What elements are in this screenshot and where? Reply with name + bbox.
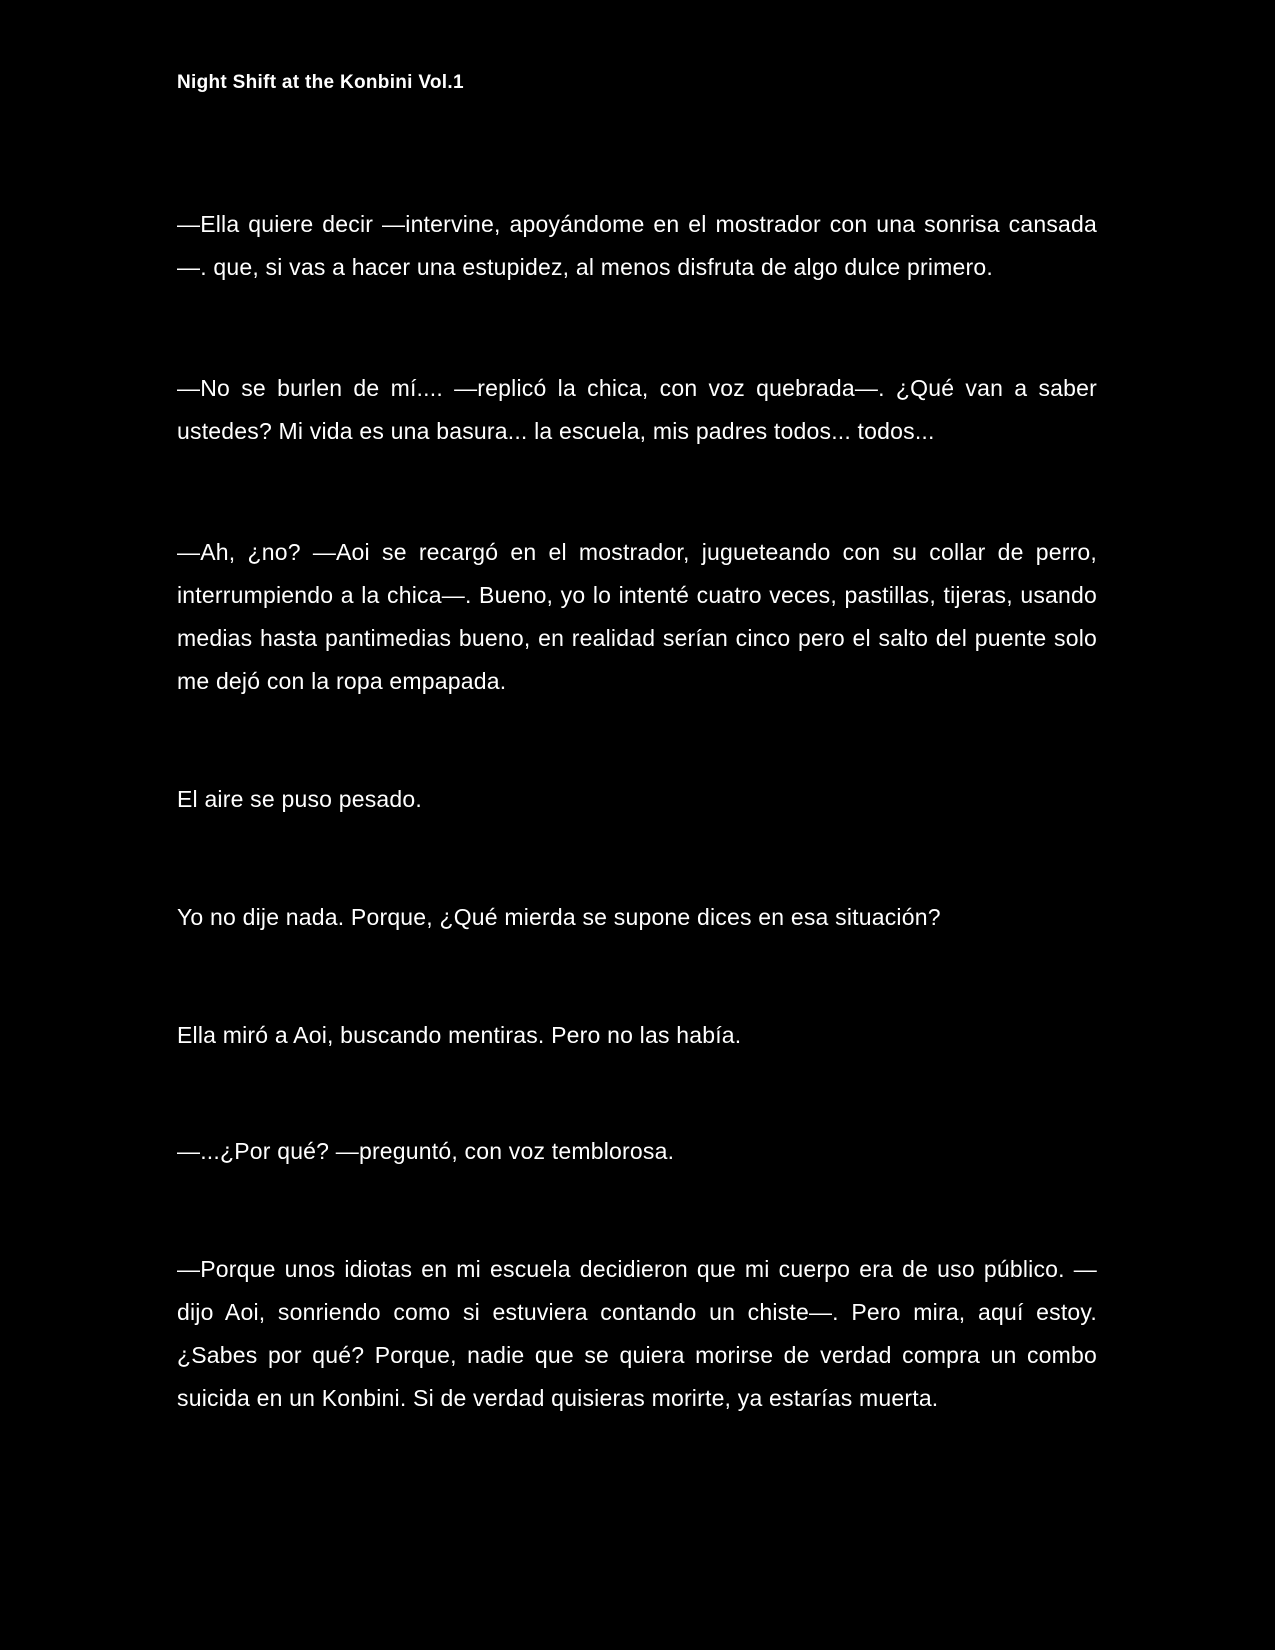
running-header: Night Shift at the Konbini Vol.1 (177, 72, 464, 93)
paragraph: —No se burlen de mí.... —replicó la chica, con voz quebrada—. ¿Qué van a saber ustedes? Mi vida es una basura... la escuela, mis padres todos... todos... (177, 375, 1097, 444)
paragraph: Yo no dije nada. Porque, ¿Qué mierda se supone dices en esa situación? (177, 904, 941, 930)
paragraph: Ella miró a Aoi, buscando mentiras. Pero no las había. (177, 1022, 742, 1048)
body-text (177, 203, 1097, 1420)
paragraph: —Porque unos idiotas en mi escuela decidieron que mi cuerpo era de uso público. —dijo Aoi, sonriendo como si estuviera contando un chiste—. Pero mira, aquí estoy. ¿Sabes por qué? Porque, nadie que se quiera morirse de verdad compra un combo suicida en un Konbini. Si de verdad quisieras morirte, ya estarías muerta. (177, 1256, 1097, 1411)
paragraph: —Ah, ¿no? —Aoi se recargó en el mostrador, jugueteando con su collar de perro, interrumpiendo a la chica—. Bueno, yo lo intenté cuatro veces, pastillas, tijeras, usando medias hasta pantimedias bueno, en realidad serían cinco pero el salto del puente solo me dejó con la ropa empapada. (177, 539, 1097, 694)
paragraph: —...¿Por qué? —preguntó, con voz temblorosa. (177, 1138, 675, 1164)
paragraph: El aire se puso pesado. (177, 786, 422, 812)
paragraph: —Ella quiere decir —intervine, apoyándome en el mostrador con una sonrisa cansada—. que, si vas a hacer una estupidez, al menos disfruta de algo dulce primero. (177, 211, 1097, 280)
